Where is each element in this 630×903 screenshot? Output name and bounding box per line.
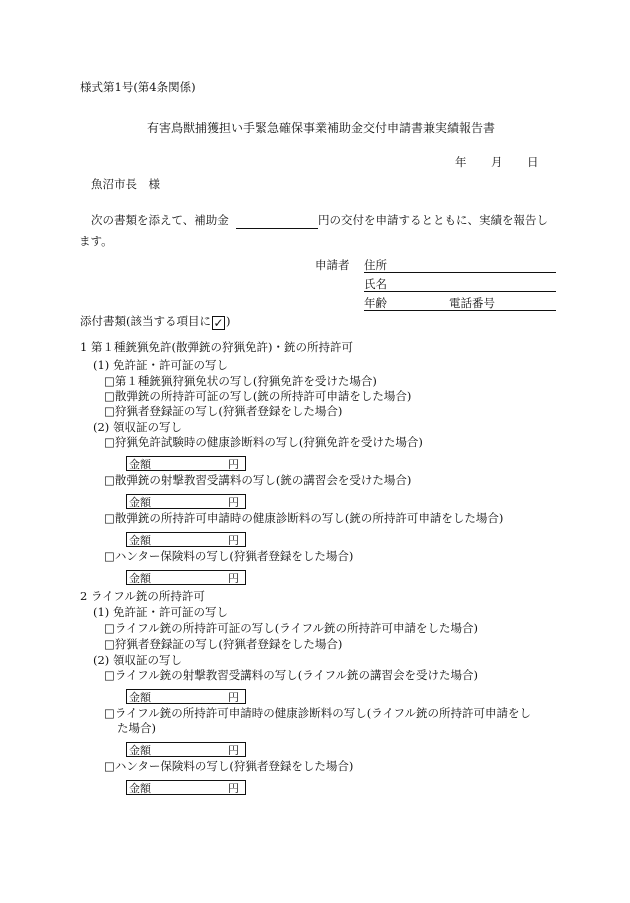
checklist-item[interactable]: □狩猟免許試験時の健康診断料の写し(狩猟免許を受けた場合) xyxy=(104,435,423,449)
amount-unit: 円 xyxy=(228,744,239,757)
checklist-item[interactable]: □ライフル銃の所持許可申請時の健康診断料の写し(ライフル銃の所持許可申請をし xyxy=(104,706,532,720)
addressee: 魚沼市長 様 xyxy=(91,177,160,191)
phone-label: 電話番号 xyxy=(449,296,495,310)
checklist-item[interactable]: □ハンター保険料の写し(狩猟者登録をした場合) xyxy=(104,549,354,563)
attachments-prefix: 添付書類(該当する項目に xyxy=(80,314,211,328)
amount-box[interactable] xyxy=(126,742,246,757)
amount-unit: 円 xyxy=(228,458,239,471)
body-line1-prefix: 次の書類を添えて、補助金 xyxy=(91,213,229,227)
name-field[interactable] xyxy=(364,291,556,292)
amount-label: 金額 xyxy=(129,572,151,585)
checklist-item[interactable]: □ライフル銃の所持許可証の写し(ライフル銃の所持許可申請をした場合) xyxy=(104,621,479,635)
amount-box[interactable] xyxy=(126,494,246,509)
amount-box[interactable] xyxy=(126,532,246,547)
subsidy-amount-blank[interactable] xyxy=(236,228,318,229)
body-line1-suffix: 円の交付を申請するとともに、実績を報告し xyxy=(318,213,548,227)
checklist-item[interactable]: □第１種銃猟狩猟免状の写し(狩猟免許を受けた場合) xyxy=(104,374,377,388)
address-label: 住所 xyxy=(364,258,387,272)
date-month: 月 xyxy=(491,155,503,169)
amount-unit: 円 xyxy=(228,572,239,585)
attachments-heading xyxy=(80,316,231,330)
name-label: 氏名 xyxy=(364,277,387,291)
age-label: 年齢 xyxy=(364,296,387,310)
amount-unit: 円 xyxy=(228,691,239,704)
form-number: 様式第1号(第4条関係) xyxy=(80,80,196,94)
address-field[interactable] xyxy=(364,272,556,273)
checkmark-icon: ✓ xyxy=(213,316,224,330)
amount-unit: 円 xyxy=(228,496,239,509)
section1-sub2-heading: (2) 領収証の写し xyxy=(93,420,182,434)
section1-sub1-heading: (1) 免許証・許可証の写し xyxy=(93,358,228,372)
checklist-item[interactable]: □狩猟者登録証の写し(狩猟者登録をした場合) xyxy=(104,637,343,651)
amount-box[interactable] xyxy=(126,780,246,795)
checklist-item[interactable]: □散弾銃の所持許可申請時の健康診断料の写し(銃の所持許可申請をした場合) xyxy=(104,511,504,525)
body-line2: ます。 xyxy=(79,234,113,248)
checklist-item[interactable]: □散弾銃の所持許可証の写し(銃の所持許可申請をした場合) xyxy=(104,389,412,403)
amount-box[interactable] xyxy=(126,570,246,585)
date-day: 日 xyxy=(527,155,539,169)
amount-label: 金額 xyxy=(129,782,151,795)
attachments-suffix: ) xyxy=(226,314,231,328)
date-year: 年 xyxy=(455,155,467,169)
section1-heading: 1 第１種銃猟免許(散弾銃の狩猟免許)・銃の所持許可 xyxy=(80,340,353,354)
applicant-label: 申請者 xyxy=(315,258,350,272)
amount-label: 金額 xyxy=(129,458,151,471)
checklist-item-continuation: た場合) xyxy=(117,721,156,735)
section2-heading: 2 ライフル銃の所持許可 xyxy=(80,589,205,603)
amount-unit: 円 xyxy=(228,534,239,547)
amount-box[interactable] xyxy=(126,456,246,471)
document-title: 有害鳥獣捕獲担い手緊急確保事業補助金交付申請書兼実績報告書 xyxy=(147,121,496,135)
amount-label: 金額 xyxy=(129,691,151,704)
amount-unit: 円 xyxy=(228,782,239,795)
checklist-item[interactable]: □散弾銃の射撃教習受講料の写し(銃の講習会を受けた場合) xyxy=(104,473,412,487)
age-phone-field[interactable] xyxy=(364,310,556,311)
section2-sub2-heading: (2) 領収証の写し xyxy=(93,653,182,667)
checklist-item[interactable]: □狩猟者登録証の写し(狩猟者登録をした場合) xyxy=(104,404,343,418)
amount-box[interactable] xyxy=(126,689,246,704)
amount-label: 金額 xyxy=(129,534,151,547)
amount-label: 金額 xyxy=(129,496,151,509)
checklist-item[interactable]: □ライフル銃の射撃教習受講料の写し(ライフル銃の講習会を受けた場合) xyxy=(104,668,479,682)
amount-label: 金額 xyxy=(129,744,151,757)
checklist-item[interactable]: □ハンター保険料の写し(狩猟者登録をした場合) xyxy=(104,759,354,773)
section2-sub1-heading: (1) 免許証・許可証の写し xyxy=(93,605,228,619)
